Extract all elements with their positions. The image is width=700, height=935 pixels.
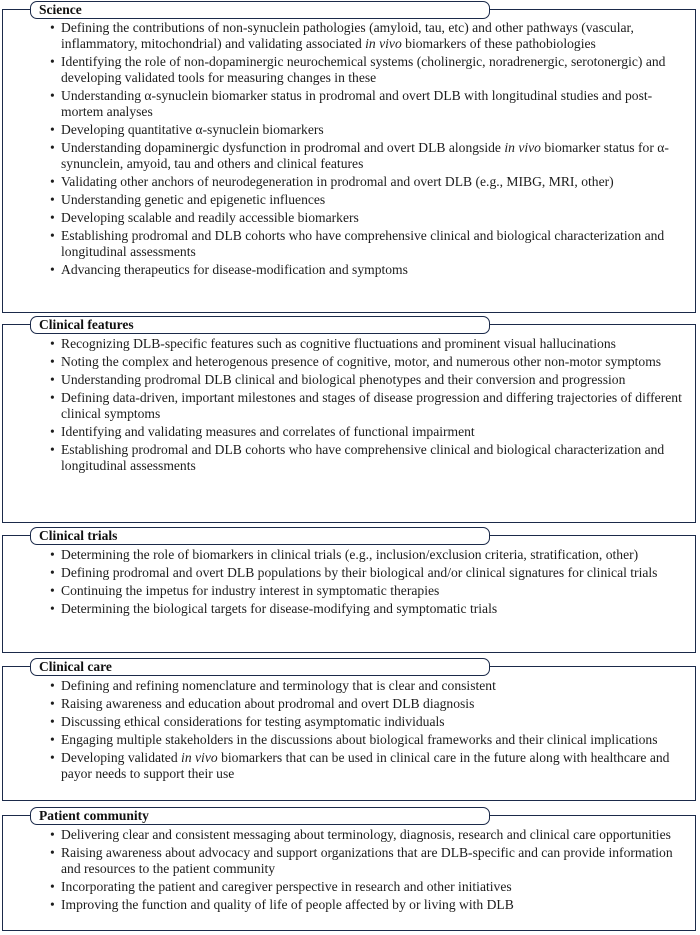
list-item — [52, 601, 692, 617]
item-text: Raising awareness and education about prodromal and overt DLB diagnosis — [61, 696, 475, 712]
list-item — [52, 336, 692, 352]
item-text: Developing quantitative α-synuclein biomarkers — [61, 122, 324, 137]
item-text: Noting the complex and heterogenous presence of cognitive, motor, and numerous other non-motor symptoms — [61, 354, 662, 370]
list-item — [52, 140, 692, 172]
science-list — [52, 20, 692, 280]
item-text: Delivering clear and consistent messaging about terminology, diagnosis, research and clinical care opportunities — [61, 827, 671, 842]
list-item — [52, 583, 692, 599]
clinical-trials-list — [52, 547, 692, 619]
item-text: Defining the contributions of non-synuclein pathologies (amyloid, tau, etc) and other pathways (vascular, inflammatory, mitochondrial) and validating associated — [61, 20, 634, 51]
item-text: biomarkers that can be used in clinical care in the future along with healthcare and payor needs to support their use — [61, 750, 670, 782]
item-text: Recognizing DLB-specific features such as cognitive fluctuations and prominent visual hallucinations — [61, 336, 616, 351]
list-item — [52, 122, 692, 138]
section-header-science — [30, 1, 490, 19]
item-text: Establishing prodromal and DLB cohorts who have comprehensive clinical and biological characterization and longitudinal assessments — [61, 442, 665, 474]
list-item — [52, 174, 692, 190]
item-text: biomarker status for α-synunclein, amyoid, tau and others and clinical features — [61, 140, 669, 171]
list-item — [52, 732, 692, 748]
list-item — [52, 714, 692, 730]
item-text: Defining data-driven, important milestones and stages of disease progression and differing trajectories of different clinical symptoms — [61, 390, 682, 422]
item-text: Understanding prodromal DLB clinical and biological phenotypes and their conversion and progression — [61, 372, 626, 388]
list-item — [52, 262, 692, 278]
item-text: Understanding α-synuclein biomarker status in prodromal and overt DLB with longitudinal studies and post-mortem analyses — [61, 88, 653, 119]
item-text: Determining the role of biomarkers in clinical trials (e.g., inclusion/exclusion criteria, stratification, other) — [61, 547, 639, 562]
list-item — [52, 210, 692, 226]
item-text: Advancing therapeutics for disease-modification and symptoms — [61, 262, 408, 278]
section-title: Clinical care — [39, 659, 112, 674]
list-item — [52, 678, 692, 694]
list-item — [52, 565, 692, 581]
list-item — [52, 372, 692, 388]
item-text: Defining and refining nomenclature and terminology that is clear and consistent — [61, 678, 496, 693]
italic-term: in vivo — [504, 140, 541, 156]
item-text: Validating other anchors of neurodegeneration in prodromal and overt DLB (e.g., MIBG, MRI, other) — [61, 174, 614, 190]
list-item — [52, 750, 692, 782]
item-text: Raising awareness about advocacy and support organizations that are DLB-specific and can provide information and resources to the patient community — [61, 845, 673, 876]
list-item — [52, 547, 692, 563]
list-item — [52, 845, 692, 877]
item-text: Defining prodromal and overt DLB populations by their biological and/or clinical signatures for clinical trials — [61, 565, 658, 581]
item-text: Identifying the role of non-dopaminergic neurochemical systems (cholinergic, noradrenergic, serotonergic) and developing validated tools for measuring changes in these — [61, 54, 666, 85]
section-title: Science — [39, 2, 82, 17]
section-title: Clinical trials — [39, 528, 118, 543]
item-text: Understanding dopaminergic dysfunction in prodromal and overt DLB alongside — [61, 140, 505, 156]
item-text: Developing scalable and readily accessible biomarkers — [61, 210, 359, 226]
italic-term: in vivo — [365, 35, 402, 51]
item-text: Improving the function and quality of life of people affected by or living with DLB — [61, 897, 514, 913]
list-item — [52, 390, 692, 422]
list-item — [52, 696, 692, 712]
list-item — [52, 88, 692, 120]
clinical-care-list — [52, 678, 692, 784]
list-item — [52, 228, 692, 260]
item-text: Establishing prodromal and DLB cohorts who have comprehensive clinical and biological characterization and longitudinal assessments — [61, 228, 665, 260]
section-header-clinical-features — [30, 316, 490, 334]
section-header-clinical-trials — [30, 527, 490, 545]
item-text: Incorporating the patient and caregiver perspective in research and other initiatives — [61, 879, 512, 895]
section-title: Clinical features — [39, 317, 134, 332]
list-item — [52, 354, 692, 370]
list-item — [52, 424, 692, 440]
item-text: Identifying and validating measures and correlates of functional impairment — [61, 424, 475, 440]
list-item — [52, 20, 692, 52]
clinical-features-list — [52, 336, 692, 476]
item-text: Continuing the impetus for industry interest in symptomatic therapies — [61, 583, 440, 599]
section-header-clinical-care — [30, 658, 490, 676]
item-text: Developing validated — [61, 750, 182, 766]
item-text: biomarkers of these pathobiologies — [401, 35, 596, 51]
list-item — [52, 192, 692, 208]
item-text: Understanding genetic and epigenetic influences — [61, 192, 326, 208]
item-text: Determining the biological targets for disease-modifying and symptomatic trials — [61, 601, 498, 617]
list-item — [52, 827, 692, 843]
list-item — [52, 442, 692, 474]
section-title: Patient community — [39, 808, 149, 823]
list-item — [52, 54, 692, 86]
italic-term: in vivo — [181, 750, 218, 766]
patient-community-list — [52, 827, 692, 915]
item-text: Engaging multiple stakeholders in the discussions about biological frameworks and their clinical implications — [61, 732, 658, 748]
list-item — [52, 879, 692, 895]
section-header-patient-community — [30, 807, 490, 825]
list-item — [52, 897, 692, 913]
item-text: Discussing ethical considerations for testing asymptomatic individuals — [61, 714, 445, 730]
